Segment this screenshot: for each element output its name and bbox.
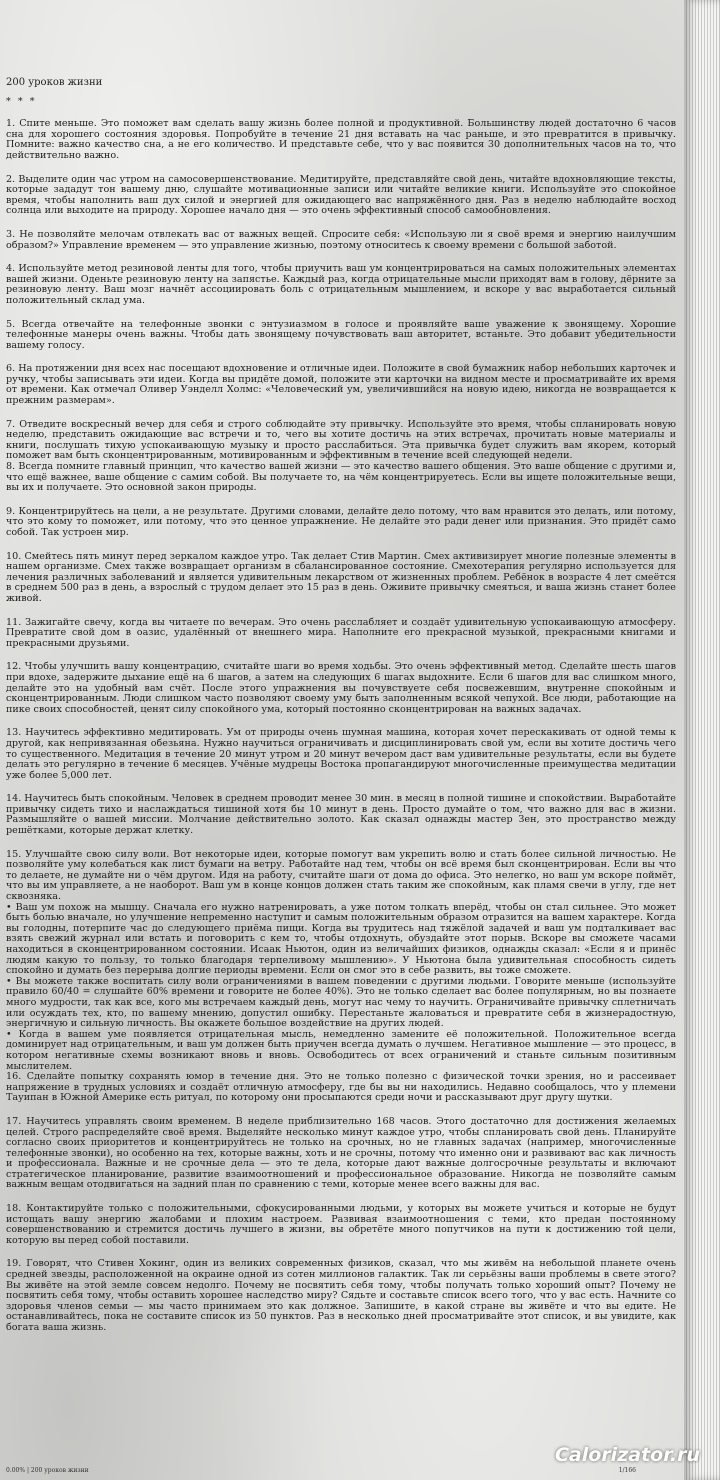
watermark-logo: Calorizator.ru bbox=[554, 1444, 700, 1466]
paragraph-6: 6. На протяжении дня всех нас посещают вдохновение и отличные идеи. Положите в свой бумажник набор небольших карточек и ручку, чтобы записывать эти идеи. Когда вы придёте домой, положите эти карточки на видном месте и просматривайте их время от времени. Как отмечал Оливер Уэнделл Холмс: «Человеческий ум, увеличившийся на новую идею, никогда не возвращается к прежним размерам». bbox=[6, 363, 676, 407]
paragraph-11: 11. Зажигайте свечу, когда вы читаете по вечерам. Это очень расслабляет и создаёт удивительную успокаивающую атмосферу. Превратите свой дом в оазис, удалённый от внешнего мира. Наполните его прекрасной музыкой, прекрасными книгами и прекрасными друзьями. bbox=[6, 616, 676, 649]
paragraph-13: 13. Научитесь эффективно медитировать. Ум от природы очень шумная машина, которая хочет перескакивать от одной темы к другой, как непривязанная обезьяна. Нужно научиться ограничивать и дисциплинировать свой ум, если вы хотите достичь чего то существенного. Медитация в течение 20 минут утром и 20 минут вечером даст вам удивительные результаты, если вы будете делать это регулярно в течение 6 месяцев. Учёные мудрецы Востока пропагандируют многочисленные преимущества медитации уже более 5,000 лет. bbox=[6, 727, 676, 781]
section-separator: * * * bbox=[6, 95, 37, 107]
paragraph-15: 15. Улучшайте свою силу воли. Вот некоторые идеи, которые помогут вам укрепить волю и стать более сильной личностью. Не позволяйте уму колебаться как лист бумаги на ветру. Работайте над тем, чтобы он всё время был сконцентрирован. Если вы что то делаете, не думайте ни о чём другом. Идя на работу, считайте шаги от дома до офиса. Это нелегко, но ваш ум вскоре поймёт, что вы им управляете, а не наоборот. Ваш ум в конце концов должен стать таким же спокойным, как пламя свечи в углу, где нет сквозняка. bbox=[6, 848, 676, 903]
paragraph-9: 9. Концентрируйтесь на цели, а не результате. Другими словами, делайте дело потому, что вам нравится это делать, или потому, что это кому то поможет, или потому, что это ценное упражнение. Не делайте это ради денег или признания. Это придёт само собой. Так устроен мир. bbox=[6, 505, 676, 538]
reading-progress: 0.00% | 200 уроков жизни bbox=[6, 1467, 89, 1474]
paragraph-5: 5. Всегда отвечайте на телефонные звонки с энтузиазмом в голосе и проявляйте ваше уважение к звонящему. Хорошие телефонные манеры очень важны. Чтобы дать звонящему почувствовать ваш авторитет, встаньте. Это добавит убедительности вашему голосу. bbox=[6, 318, 676, 351]
bullet-2: • Вы можете также воспитать силу воли ограничениями в вашем поведении с другими людьми. Говорите меньше (используйте правило 60/40 = слушайте 60% времени и говорите не более 40%). Это не только сделает вас более популярным, но вы познаете много мудрости, так как все, кого мы встречаем каждый день, могут нас чему то научить. Ограничивайте привычку сплетничать или осуждать тех, кто, по вашему мнению, допустил ошибку. Перестаньте жаловаться и превратите себя в жизнерадостную, энергичную и сильную личность. Вы окажете большое воздействие на других людей. bbox=[6, 975, 676, 1030]
paragraph-4: 4. Используйте метод резиновой ленты для того, чтобы приучить ваш ум концентрироваться на самых положительных элементах вашей жизни. Оденьте резиновую ленту на запястье. Каждый раз, когда отрицательные мысли приходят вам в голову, дёрните за резиновую ленту. Ваш мозг начнёт ассоциировать боль с отрицательным мышлением, и вскоре у вас выработается сильный положительный склад ума. bbox=[6, 263, 676, 306]
paragraph-2: 2. Выделите один час утром на самосовершенствование. Медитируйте, представляйте свой день, читайте вдохновляющие тексты, которые зададут тон вашему дню, слушайте мотивационные записи или читайте великие книги. Используйте это спокойное время, чтобы наполнить ваш дух силой и энергией для ожидающего вас напряжённого дня. Раз в неделю наблюдайте восход солнца или выходите на природу. Хорошее начало дня — это очень эффективный способ самообновления. bbox=[6, 173, 676, 217]
paragraph-16: 16. Сделайте попытку сохранять юмор в течение дня. Это не только полезно с физической точки зрения, но и рассеивает напряжение в трудных условиях и создаёт отличную атмосферу, где бы вы ни находились. Недавно сообщалось, что у племени Тауипан в Южной Америке есть ритуал, по которому они просыпаются среди ночи и рассказывают друг другу шутки. bbox=[6, 1071, 676, 1104]
document-title: 200 уроков жизни bbox=[6, 77, 103, 88]
paragraph-7: 7. Отведите воскресный вечер для себя и строго соблюдайте эту привычку. Используйте это время, чтобы спланировать новую неделю, представить ожидающие вас встречи и то, чего вы хотите достичь на этих встречах, прочитать новые материалы и книги, послушать тихую успокаивающую музыку и просто расслабиться. Эта привычка будет служить вам якорем, который поможет вам быть сконцентрированным, мотивированным и эффективным в течение всей следующей недели. bbox=[6, 418, 676, 462]
paragraph-12: 12. Чтобы улучшить вашу концентрацию, считайте шаги во время ходьбы. Это очень эффективный метод. Сделайте шесть шагов при вдохе, задержите дыхание ещё на 6 шагов, а затем на следующих 6 шагах выдохните. Если 6 шагов для вас слишком много, делайте это на удобный вам счёт. После этого упражнения вы почувствуете себя посвежевшим, внутренне спокойным и сконцентрированным. Люди слишком часто позволяют своему уму быть заполненным всякой чепухой. Все люди, работающие на пике своих способностей, ценят силу спокойного ума, который постоянно сконцентрирован на важных задачах. bbox=[6, 661, 676, 715]
document-content bbox=[6, 78, 676, 1347]
paragraph-8: 8. Всегда помните главный принцип, что качество вашей жизни — это качество вашего общения. Это ваше общение с другими и, что ещё важнее, ваше общение с самим собой. Вы получаете то, на чём концентрируетесь. Если вы ищете положительные вещи, вы их и получаете. Это основной закон природы. bbox=[6, 461, 676, 494]
book-page-edges bbox=[684, 0, 720, 1480]
paragraph-19: 19. Говорят, что Стивен Хокинг, один из великих современных физиков, сказал, что мы живём на небольшой планете очень средней звезды, расположенной на окраине одной из сотен миллионов галактик. Так ли серьёзны ваши проблемы в свете этого? Вы живёте на этой земле совсем недолго. Почему не посвятить себя тому, чтобы получать только хороший опыт? Почему не посвятить себя тому, чтобы оставить хорошее наследство миру? Сядьте и составьте список всего того, что у вас есть. Начните со здоровья членов семьи — мы часто принимаем это как должное. Запишите, в какой стране вы живёте и что вы едите. Не останавливайтесь, пока не составите список из 50 пунктов. Раз в несколько дней просматривайте этот список, и вы увидите, как богата ваша жизнь. bbox=[6, 1258, 676, 1333]
bullet-1: • Ваш ум похож на мышцу. Сначала его нужно натренировать, а уже потом толкать вперёд, чтобы он стал сильнее. Это может быть болью вначале, но улучшение непременно наступит и самым положительным образом отразится на вашем характере. Когда вы голодны, потерпите час до следующего приёма пищи. Когда вы трудитесь над тяжёлой задачей и ваш ум подталкивает вас взять свежий журнал или встать и поговорить с кем то, чтобы отдохнуть, обуздайте этот порыв. Вскоре вы сможете часами находиться в сконцентрированном состоянии. Исаак Ньютон, один из величайших физиков, однажды сказал: «Если я и принёс людям какую то пользу, то только благодаря терпеливому мышлению». У Ньютона была удивительная способность сидеть спокойно и думать без перерыва долгие периоды времени. Если он смог это в себе развить, вы тоже сможете. bbox=[6, 901, 676, 977]
page-number: 1/166 bbox=[618, 1467, 636, 1474]
bullet-3: • Когда в вашем уме появляется отрицательная мысль, немедленно замените её положительной. Положительное всегда доминирует над отрицательным, и ваш ум должен быть приучен всегда думать о лучшем. Негативное мышление — это процесс, в котором негативные схемы возникают вновь и вновь. Освободитесь от всех ограничений и станьте сильным позитивным мыслителем. bbox=[6, 1028, 676, 1072]
paragraph-1: 1. Спите меньше. Это поможет вам сделать вашу жизнь более полной и продуктивной. Большинству людей достаточно 6 часов сна для хорошего состояния здоровья. Попробуйте в течение 21 дня вставать на час раньше, и это превратится в привычку. Помните: важно качество сна, а не его количество. И представьте себе, что у вас появится 30 дополнительных часов на то, что действительно важно. bbox=[6, 118, 676, 161]
paragraph-17: 17. Научитесь управлять своим временем. В неделе приблизительно 168 часов. Этого достаточно для достижения желаемых целей. Строго распределяйте своё время. Выделяйте несколько минут каждое утро, чтобы спланировать свой день. Планируйте согласно своих приоритетов и концентрируйтесь не только на срочных, но не главных задачах (например, многочисленные телефонные звонки), но особенно на тех, которые важны, хоть и не срочны, потому что именно они и развивают вас как личность и профессионала. Важные и не срочные дела — это те дела, которые дают важные долгосрочные результаты и включают стратегическое планирование, развитие взаимоотношений и профессиональное образование. Никогда не позволяйте самым важным вещам отодвигаться на задний план по сравнению с теми, которые менее всего важны для вас. bbox=[6, 1115, 676, 1191]
paragraph-3: 3. Не позволяйте мелочам отвлекать вас от важных вещей. Спросите себя: «Использую ли я своё время и энергию наилучшим образом?» Управление временем — это управление жизнью, поэтому относитесь к своему времени с большой заботой. bbox=[6, 228, 676, 251]
paragraph-14: 14. Научитесь быть спокойным. Человек в среднем проводит менее 30 мин. в месяц в полной тишине и спокойствии. Выработайте привычку сидеть тихо и наслаждаться тишиной хотя бы 10 минут в день. Просто думайте о том, что важно для вас в жизни. Размышляйте о вашей миссии. Молчание действительно золото. Как сказал однажды мастер Зен, это пространство между решётками, которые держат клетку. bbox=[6, 793, 676, 837]
paragraph-18: 18. Контактируйте только с положительными, сфокусированными людьми, у которых вы можете учиться и которые не будут истощать вашу энергию жалобами и плохим настроем. Развивая взаимоотношения с теми, кто предан постоянному совершенствованию и стремится достичь лучшего в жизни, вы обретёте много попутчиков на пути к достижению той цели, которую вы перед собой поставили. bbox=[6, 1203, 676, 1246]
paragraph-10: 10. Смейтесь пять минут перед зеркалом каждое утро. Так делает Стив Мартин. Смех активизирует многие полезные элементы в нашем организме. Смех также возвращает организм в сбалансированное состояние. Смехотерапия регулярно используется для лечения различных заболеваний и является удивительным лекарством от жизненных проблем. Ребёнок в возрасте 4 лет смеётся в среднем 500 раз в день, а взрослый с трудом делает это 15 раз в день. Оживите привычку смеяться, и ваша жизнь станет более живой. bbox=[6, 550, 676, 604]
